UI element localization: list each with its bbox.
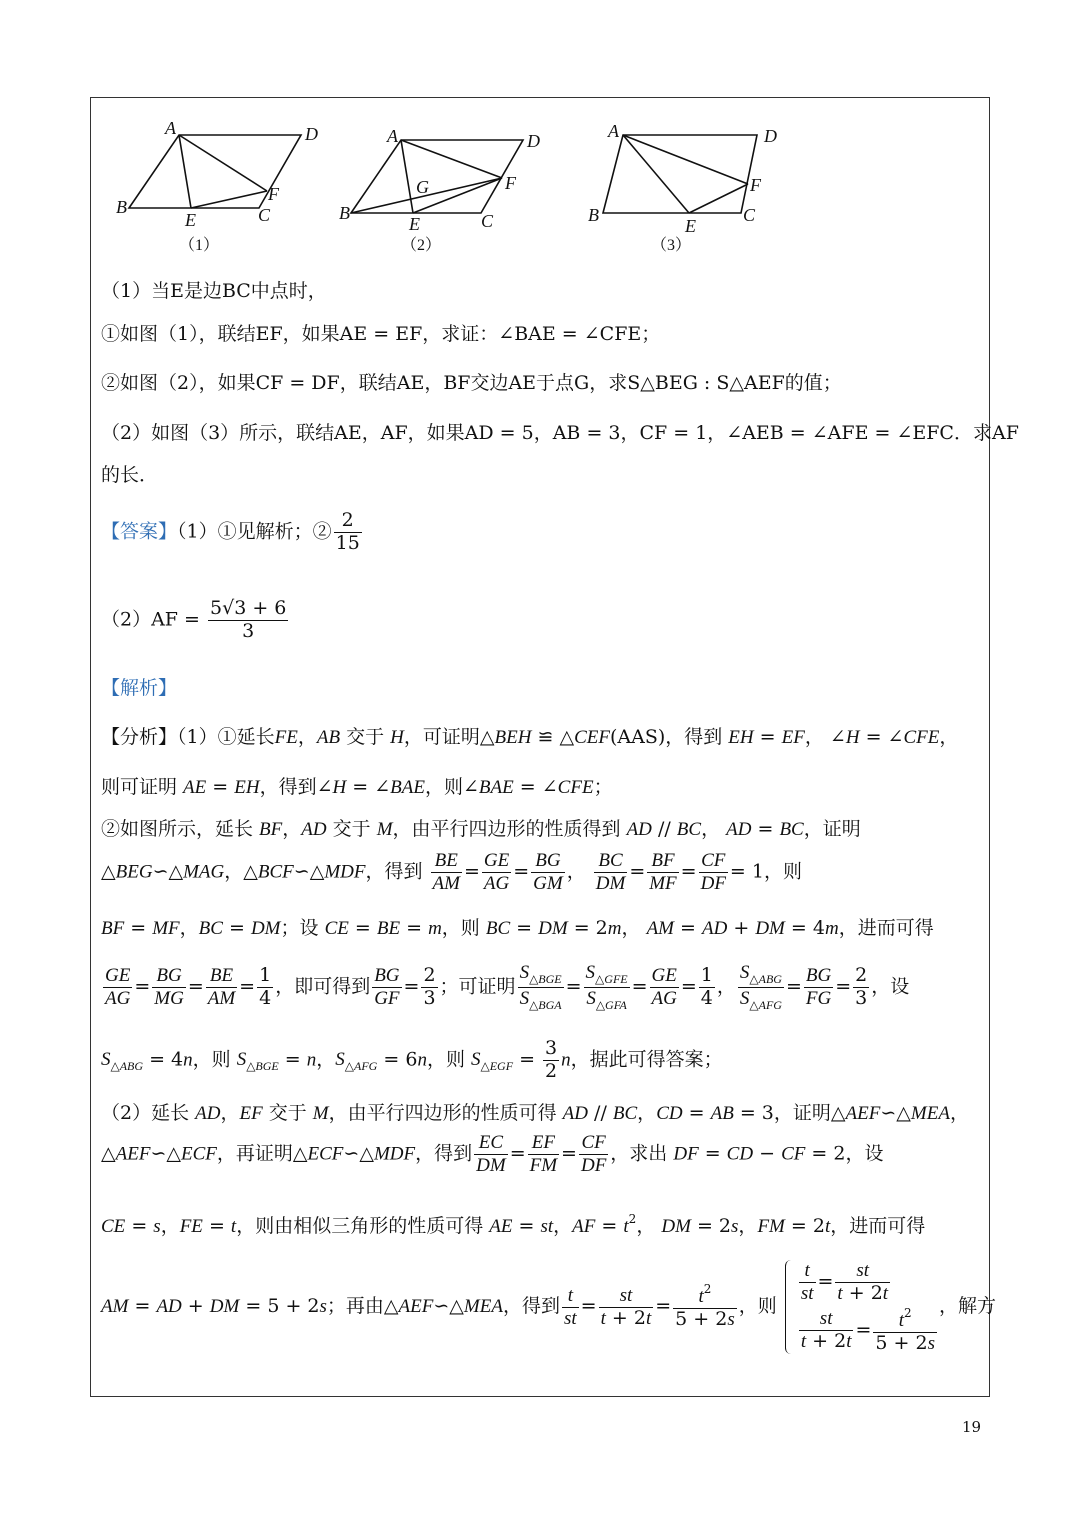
equation-system: $\frac{t}{st}$ = $\frac{st}{t + 2t}$ $\frac{st}{t + 2t}$ = $\frac{t^2}{5 + 2s}$ bbox=[783, 1258, 939, 1356]
fig2-caption: （2） bbox=[401, 237, 442, 254]
geometry-figures bbox=[91, 98, 991, 268]
fraction-numerator: 5√3 + 6 bbox=[210, 597, 287, 619]
fig3-label-b: B bbox=[588, 205, 599, 225]
fig2-label-f: F bbox=[505, 173, 516, 193]
question-2-line-2: 的长． bbox=[101, 464, 159, 486]
answer-1-text: （1）①见解析；② bbox=[177, 520, 332, 543]
analysis-line-4: △BEG∽△MAG，△BCF∽△MDF，得到 $\frac{BE}{AM}$ = $\frac{GE}{AG}$ = $\frac{BG}{GM}$ ， $\frac{BC}{DM}$ = $\frac{BF}{MF}$ = $\frac{CF}{DF}$ = 1，则 bbox=[101, 850, 802, 894]
fig3-caption: （3） bbox=[651, 237, 692, 254]
question-2-line-1: （2）如图（3）所示，联结AE，AF，如果AD = 5，AB = 3，CF = 1，∠AEB = ∠AFE = ∠EFC．求AF bbox=[101, 422, 1019, 444]
analysis-line-10: CE = s，FE = t，则由相似三角形的性质可得 AE = st，AF = $t^2$， DM = 2s，FM = 2t，进而可得 bbox=[101, 1212, 926, 1237]
fig3-label-e: E bbox=[685, 216, 696, 236]
fraction-numerator: 2 bbox=[334, 510, 362, 533]
fig3-label-d: D bbox=[764, 126, 777, 146]
fig2-label-a: A bbox=[387, 126, 398, 146]
question-1-part-2: ②如图（2），如果CF = DF，联结AE，BF交边AE于点G，求S△BEG : S△AEF的值； bbox=[101, 372, 842, 394]
content-frame bbox=[90, 97, 1019, 1397]
fraction-denominator: 15 bbox=[335, 531, 360, 554]
fig2-label-g: G bbox=[416, 177, 429, 197]
answer-line-1 bbox=[101, 510, 364, 555]
answer-2-text: （2）AF = bbox=[101, 608, 200, 631]
analysis-line-5: BF = MF，BC = DM；设 CE = BE = m，则 BC = DM = 2m， AM = AD + DM = 4m，进而可得 bbox=[101, 917, 934, 939]
fig2-label-e: E bbox=[409, 214, 420, 234]
fig3-label-a: A bbox=[608, 121, 619, 141]
fig3-label-c: C bbox=[743, 205, 756, 225]
analysis-line-2: 则可证明 AE = EH，得到∠H = ∠BAE，则∠BAE = ∠CFE； bbox=[101, 776, 613, 798]
fig2-label-b: B bbox=[339, 203, 350, 223]
fig1-label-c: C bbox=[258, 205, 271, 225]
fig1-label-d: D bbox=[305, 124, 318, 144]
analysis-line-3: ②如图所示，延长 BF，AD 交于 M，由平行四边形的性质得到 AD // BC， AD = BC，证明 bbox=[101, 818, 861, 840]
answer-tag: 【答案】 bbox=[101, 520, 178, 543]
fraction-denominator: 3 bbox=[242, 619, 255, 642]
question-1-intro: （1）当E是边BC中点时， bbox=[101, 280, 327, 302]
analysis-line-8: （2）延长 AD，EF 交于 M，由平行四边形的性质可得 AD // BC，CD = AB = 3，证明△AEF∽△MEA， bbox=[101, 1102, 969, 1124]
answer-2-fraction bbox=[208, 598, 288, 643]
fig1-label-a: A bbox=[165, 118, 176, 138]
answer-1-fraction bbox=[334, 510, 362, 555]
fig1-label-b: B bbox=[116, 197, 127, 217]
analysis-line-6: $\frac{GE}{AG}$ = $\frac{BG}{MG}$ = $\frac{BE}{AM}$ = $\frac{1}{4}$ ，即可得到 $\frac{BG}{GF}$ = $\frac{2}{3}$ ；可证明 $\frac{S_{\triangle BGE}}{S_{\triangle BGA}}$ = $\frac{S_{\triangle GFE}}{S_{\triangle GFA}}$ = $\frac{GE}{AG}$ = $\frac{1}{4}$ ， $\frac{S_{\triangle ABG}}{S_{\triangle AFG}}$ = $\frac{BG}{FG}$ = $\frac{2}{3}$ ，设 bbox=[105, 962, 910, 1012]
analysis-line-11: AM = AD + DM = 5 + 2s；再由△AEF∽△MEA，得到 $\frac{t}{st}$ = $\frac{st}{t + 2t}$ = $\frac{t^2}{5 + 2s}$ ，则 $\frac{t}{st}$ = $\frac{st}{t + 2t}$ $\frac{st}{t + 2t}$ = $\frac{t^2}{5 + 2s}$ ，解方 bbox=[101, 1258, 996, 1356]
fig3-label-f: F bbox=[750, 175, 761, 195]
page-number: 19 bbox=[962, 1418, 982, 1436]
fig1-label-f: F bbox=[268, 184, 279, 204]
analysis-tag: 【解析】 bbox=[101, 677, 178, 699]
question-1-part-1: ①如图（1），联结EF，如果AE = EF，求证：∠BAE = ∠CFE； bbox=[101, 323, 661, 345]
analysis-head: 【分析】 bbox=[101, 726, 178, 748]
fig2-label-d: D bbox=[527, 131, 540, 151]
analysis-line-9: △AEF∽△ECF，再证明△ECF∽△MDF，得到 $\frac{EC}{DM}$ = $\frac{EF}{FM}$ = $\frac{CF}{DF}$ ，求出 DF = CD − CF = 2，设 bbox=[101, 1132, 884, 1176]
answer-line-2 bbox=[101, 598, 290, 643]
fig1-label-e: E bbox=[185, 210, 196, 230]
fig2-label-c: C bbox=[481, 211, 494, 231]
fig1-caption: （1） bbox=[179, 237, 220, 254]
analysis-line-1: 【分析】（1）①延长FE，AB 交于 H，可证明△BEH ≌ △CEF(AAS)，得到 EH = EF， ∠H = ∠CFE， bbox=[101, 726, 959, 748]
analysis-line-7: $S_{\triangle ABG} = 4n$，则 $S_{\triangle BGE} = n$，$S_{\triangle AFG} = 6n$，则 $S_{\triangle EGF}$ = $\frac{3}{2}$ n，据此可得答案； bbox=[101, 1037, 723, 1082]
